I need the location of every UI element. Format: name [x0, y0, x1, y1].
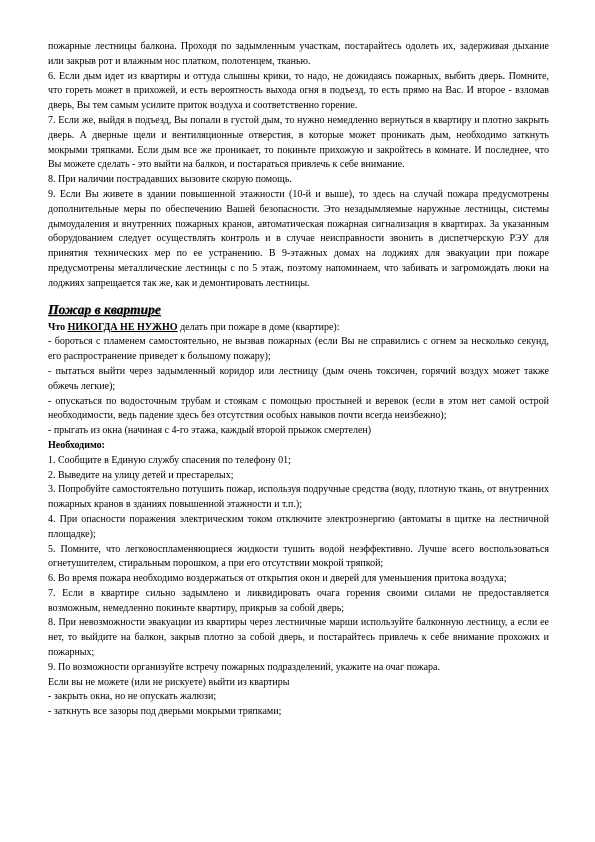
never-list [48, 335, 549, 439]
cannot-leave-intro: Если вы не можете (или не рискуете) выйти из квартиры [48, 676, 290, 688]
never-intro [48, 321, 549, 336]
cannot-leave-list [48, 690, 549, 720]
paragraph-item-7: 7. Если же, выйдя в подъезд, Вы попали в густой дым, то нужно немедленно вернуться в квартиру и плотно закрыть дверь. А дверные щели и вентиляционные отверстия, в которые может проникать дым, необходимо заткнуть мокрыми тряпками. Если дым все же проникает, то покиньте прихожую и закройтесь в комнате. И последнее, что Вы можете сделать - это выйти на балкон, и постараться привлечь к себе внимание. [48, 114, 549, 171]
document-page [48, 40, 549, 720]
paragraph-item-9: 9. Если Вы живете в здании повышенной этажности (10-й и выше), то здесь на случай пожара предусмотрены дополнительные меры по обеспечению Вашей безопасности. Это незадымляемые наружные лестницы, системы дымоудаления и внутренних пожарных кранов, автоматическая пожарная сигнализация в квартирах. За указанным оборудованием следует осуществлять контроль и в случае неисправности звонить в диспетчерскую РЭУ для принятия технических мер по ее устранению. В 9-этажных домах на лоджиях для эвакуации при пожаре предусмотрены металлические лестницы с по 5 этаж, поэтому напоминаем, что забивать и загромождать люки на лоджиях запрещается так же, как и демонтировать лестницы. [48, 188, 549, 289]
never-list-item: - опускаться по водосточным трубам и стоякам с помощью простыней и веревок (если в этом нет самой острой необходимости, ведь падение здесь без отсутствия особых навыков почти всегда неизбежно); [48, 395, 549, 422]
step-item: 2. Выведите на улицу детей и престарелых; [48, 469, 234, 481]
intro-section [48, 40, 549, 292]
step-item: 8. При невозможности эвакуации из квартиры через лестничные марши используйте балконную лестницу, а если ее нет, то выйдите на балкон, закрыв плотно за собой дверь, и постарайтесь привлечь к себе внимание прохожих и пожарных; [48, 617, 549, 659]
cannot-leave-item: - закрыть окна, но не опускать жалюзи; [48, 691, 217, 703]
cannot-leave-item: - заткнуть все зазоры под дверьми мокрыми тряпками; [48, 706, 282, 718]
never-intro-emphasis: НИКОГДА НЕ НУЖНО [67, 321, 178, 333]
never-intro-suffix: делать при пожаре в доме (квартире): [177, 321, 340, 333]
step-item: 4. При опасности поражения электрическим током отключите электроэнергию (автоматы в щитке на лестничной площадке); [48, 513, 549, 540]
steps-list [48, 454, 549, 676]
paragraph-continuation: пожарные лестницы балкона. Проходя по задымленным участкам, постарайтесь одолеть их, задерживая дыхание или закрыв рот и влажным нос платком, полотенцем, тканью. [48, 41, 549, 67]
never-list-item: - пытаться выйти через задымленный коридор или лестницу (дым очень токсичен, горячий воздух может также обжечь легкие); [48, 365, 549, 392]
never-list-item: - бороться с пламенем самостоятельно, не вызвав пожарных (если Вы не справились с огнем за несколько секунд, его распространение приведет к большому пожару); [48, 336, 549, 363]
step-item: 7. Если в квартире сильно задымлено и ликвидировать очага горения своими силами не предоставляется возможным, немедленно покиньте квартиру, прикрыв за собой дверь; [48, 587, 549, 614]
paragraph-item-6: 6. Если дым идет из квартиры и оттуда слышны крики, то надо, не дожидаясь пожарных, выбить дверь. Помните, что гореть может в прихожей, и есть вероятность выхода огня в подъезд, то есть прямо на Вас. И второе - взломав дверь, Вы тем самым усилите приток воздуха и соответственно горение. [48, 70, 549, 112]
step-item: 9. По возможности организуйте встречу пожарных подразделений, укажите на очаг пожара. [48, 661, 440, 673]
step-item: 3. Попробуйте самостоятельно потушить пожар, используя подручные средства (воду, плотную ткань, от внутренних пожарных кранов в зданиях повышенной этажности и т.п.); [48, 484, 549, 511]
section-heading: Пожар в квартире [48, 301, 161, 317]
never-list-item: - прыгать из окна (начиная с 4-го этажа, каждый второй прыжок смертелен) [48, 425, 372, 437]
step-item: 1. Сообщите в Единую службу спасения по телефону 01; [48, 454, 291, 466]
step-item: 5. Помните, что легковоспламеняющиеся жидкости тушить водой неэффективно. Лучше всего воспользоваться огнетушителем, стиральным порошком, а при его отсутствии мокрой тряпкой; [48, 543, 549, 570]
paragraph-item-8: 8. При наличии пострадавших вызовите скорую помощь. [48, 174, 292, 186]
necessary-label: Необходимо: [48, 439, 105, 451]
step-item: 6. Во время пожара необходимо воздержаться от открытия окон и дверей для уменьшения притока воздуха; [48, 573, 507, 585]
never-intro-prefix: Что [48, 321, 68, 333]
